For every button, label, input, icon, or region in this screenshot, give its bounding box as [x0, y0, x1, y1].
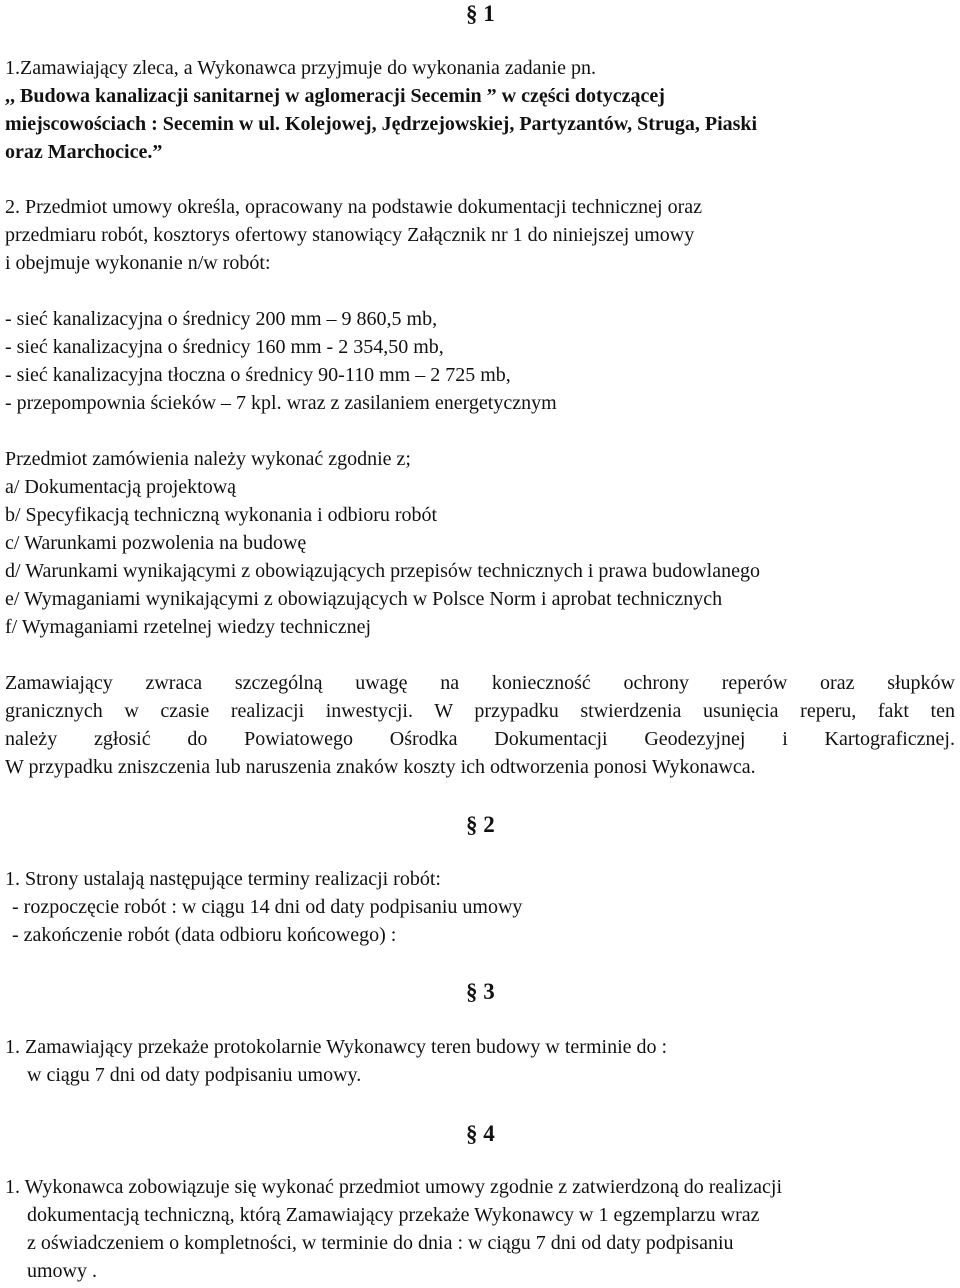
- item-2-line: i obejmuje wykonanie n/w robót:: [5, 252, 271, 274]
- item-1-line: ,, Budowa kanalizacji sanitarnej w aglomeracji Secemin ” w części dotyczącej: [5, 85, 665, 107]
- handover-line: w ciągu 7 dni od daty podpisaniu umowy.: [27, 1064, 362, 1086]
- obligation-line: umowy .: [27, 1260, 97, 1282]
- section-4-heading: § 4: [466, 1121, 495, 1146]
- execution-line: f/ Wymaganiami rzetelnej wiedzy technicznej: [5, 616, 372, 638]
- execution-line: a/ Dokumentacją projektową: [5, 476, 237, 498]
- terms-line: - zakończenie robót (data odbioru końcowego) :: [12, 924, 397, 946]
- execution-line: c/ Warunkami pozwolenia na budowę: [5, 532, 307, 554]
- obligation-line: 1. Wykonawca zobowiązuje się wykonać przedmiot umowy zgodnie z zatwierdzoną do realizacji: [5, 1176, 783, 1198]
- works-list-item: - sieć kanalizacyjna tłoczna o średnicy 90-110 mm – 2 725 mb,: [5, 364, 511, 386]
- execution-line: d/ Warunkami wynikającymi z obowiązujących przepisów technicznych i prawa budowlanego: [5, 560, 760, 582]
- terms-line: 1. Strony ustalają następujące terminy realizacji robót:: [5, 868, 441, 890]
- obligation-line: dokumentacją techniczną, którą Zamawiający przekaże Wykonawcy w 1 egzemplarzu wraz: [27, 1204, 760, 1226]
- item-1-line: 1.Zamawiający zleca, a Wykonawca przyjmuje do wykonania zadanie pn.: [5, 57, 596, 79]
- notice-line: należy zgłosić do Powiatowego Ośrodka Dokumentacji Geodezyjnej i Kartograficznej.: [5, 728, 955, 750]
- section-2-heading: § 2: [466, 812, 495, 837]
- item-1-line: miejscowościach : Secemin w ul. Kolejowej, Jędrzejowskiej, Partyzantów, Struga, Piaski: [5, 113, 758, 135]
- terms-line: - rozpoczęcie robót : w ciągu 14 dni od daty podpisaniu umowy: [12, 896, 523, 918]
- handover-line: 1. Zamawiający przekaże protokolarnie Wykonawcy teren budowy w terminie do :: [5, 1036, 668, 1058]
- notice-line: Zamawiający zwraca szczególną uwagę na konieczność ochrony reperów oraz słupków: [5, 672, 955, 694]
- item-2-line: 2. Przedmiot umowy określa, opracowany na podstawie dokumentacji technicznej oraz: [5, 196, 702, 218]
- obligation-line: z oświadczeniem o kompletności, w terminie do dnia : w ciągu 7 dni od daty podpisaniu: [27, 1232, 734, 1254]
- section-1-heading: § 1: [466, 1, 495, 26]
- execution-line: Przedmiot zamówienia należy wykonać zgodnie z;: [5, 448, 411, 470]
- item-2-line: przedmiaru robót, kosztorys ofertowy stanowiący Załącznik nr 1 do niniejszej umowy: [5, 224, 695, 246]
- item-1-line: oraz Marchocice.”: [5, 141, 163, 163]
- works-list-item: - przepompownia ścieków – 7 kpl. wraz z zasilaniem energetycznym: [5, 392, 557, 414]
- works-list-item: - sieć kanalizacyjna o średnicy 160 mm - 2 354,50 mb,: [5, 336, 444, 358]
- works-list-item: - sieć kanalizacyjna o średnicy 200 mm – 9 860,5 mb,: [5, 308, 438, 330]
- execution-line: e/ Wymaganiami wynikającymi z obowiązujących w Polsce Norm i aprobat technicznych: [5, 588, 723, 610]
- notice-line: granicznych w czasie realizacji inwestycji. W przypadku stwierdzenia usunięcia reperu, fakt ten: [5, 700, 955, 722]
- notice-line: W przypadku zniszczenia lub naruszenia znaków koszty ich odtworzenia ponosi Wykonawca.: [5, 756, 756, 778]
- section-3-heading: § 3: [466, 979, 495, 1004]
- execution-line: b/ Specyfikacją techniczną wykonania i odbioru robót: [5, 504, 438, 526]
